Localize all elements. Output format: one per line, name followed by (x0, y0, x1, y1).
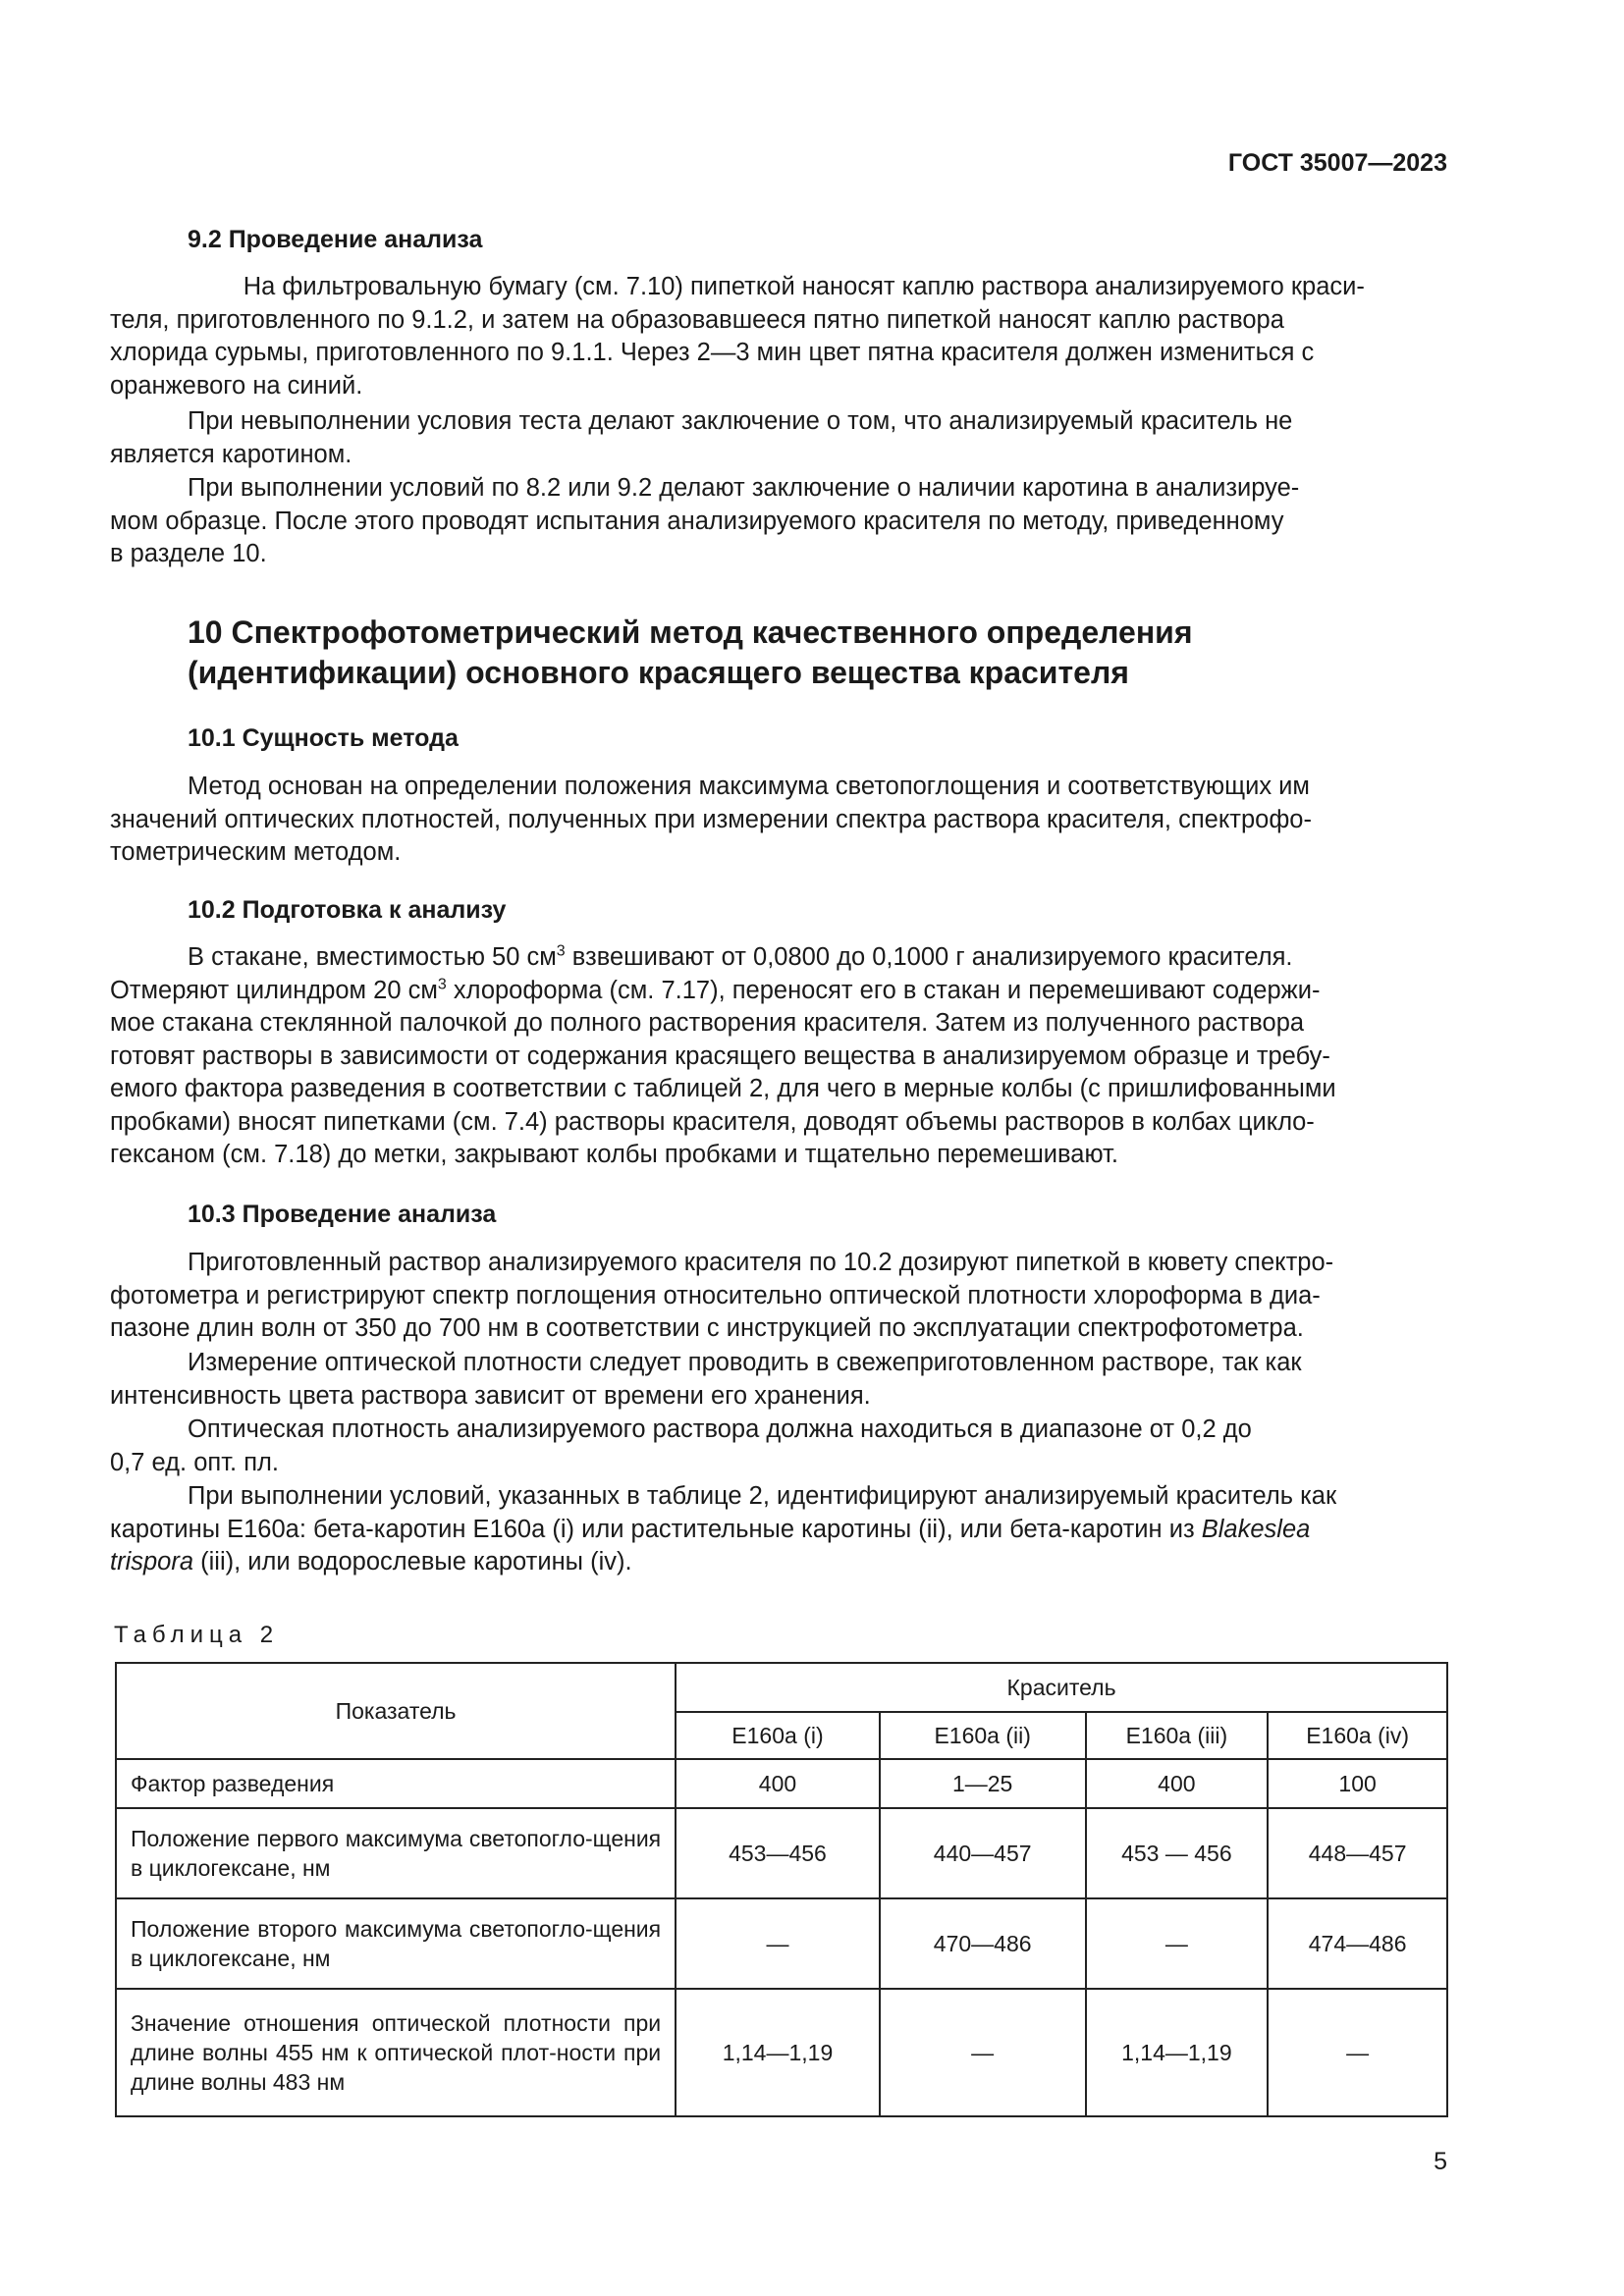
section-10-2-title: 10.2 Подготовка к анализу (188, 896, 507, 924)
document-id: ГОСТ 35007—2023 (1227, 149, 1447, 177)
section-10-3-paragraph-3: Оптическая плотность анализируемого раствора должна находиться в диапазоне от 0,2 до 0,7 ед. опт. пл. (110, 1415, 1252, 1476)
table-column-header: E160a (iii) (1086, 1712, 1269, 1759)
table-column-header: E160a (iv) (1268, 1712, 1447, 1759)
section-10-3-paragraph-1: Приготовленный раствор анализируемого красителя по 10.2 дозируют пипеткой в кювету спектро- фотометра и регистрируют спектр поглощения относительно оптической плотности хлороформа в диа- пазоне длин волн от 350 до 700 нм в соответствии с инструкцией по эксплуатации спектрофотометра. (110, 1249, 1334, 1342)
table-column-header: E160a (ii) (880, 1712, 1086, 1759)
table-cell: — (676, 1898, 880, 1989)
table-caption: Таблица 2 (114, 1622, 280, 1648)
table-cell: 448—457 (1268, 1808, 1447, 1898)
table-cell: 470—486 (880, 1898, 1086, 1989)
section-10-title: 10 Спектрофотометрический метод качественного определения (идентификации) основного красящего вещества красителя (188, 614, 1193, 690)
section-9-2-title: 9.2 Проведение анализа (188, 226, 483, 253)
table-cell: 400 (1086, 1759, 1269, 1808)
dye-table (115, 1662, 1448, 2117)
table-cell: 1,14—1,19 (1086, 1989, 1269, 2116)
table-row (116, 1989, 1447, 2116)
table-row (116, 1808, 1447, 1898)
table-row (116, 1759, 1447, 1808)
section-10-1-title: 10.1 Сущность метода (188, 724, 459, 752)
section-10-3-paragraph-4: При выполнении условий, указанных в таблице 2, идентифицируют анализируемый краситель как каротины E160a: бета-каротин E160a (i) или растительные каротины (ii), или бета-каротин из Blakeslea trispora (iii), или водорослевые каротины (iv). (110, 1482, 1337, 1575)
section-10-3-title: 10.3 Проведение анализа (188, 1201, 497, 1228)
table-cell: 100 (1268, 1759, 1447, 1808)
table-row-label: Положение второго максимума светопогло-щения в циклогексане, нм (116, 1898, 676, 1989)
table-cell: 453 — 456 (1086, 1808, 1269, 1898)
table-cell: — (1268, 1989, 1447, 2116)
table-column-header: E160a (i) (676, 1712, 880, 1759)
table-header-dye: Краситель (676, 1663, 1447, 1712)
section-10-1-paragraph: Метод основан на определении положения максимума светопоглощения и соответствующих им значений оптических плотностей, полученных при измерении спектра раствора красителя, спектрофо- тометрическим методом. (110, 773, 1312, 866)
table-cell: 474—486 (1268, 1898, 1447, 1989)
page-number: 5 (1434, 2148, 1447, 2175)
section-10-2-paragraph: В стакане, вместимостью 50 $см^3$ взвешивают от 0,0800 до 0,1000 г анализируемого красителя. Отмеряют цилиндром 20 $см^3$ хлороформа (см. 7.17), переносят его в стакан и перемешивают содержи- мое стакана стеклянной палочкой до полного растворения красителя. Затем из полученного раствора готовят растворы в зависимости от содержания красящего вещества в анализируемом образце и требу- емого фактора разведения в соответствии с таблицей 2, для чего в мерные колбы (с пришлифованными пробками) вносят пипетками (см. 7.4) растворы красителя, доводят объемы растворов в колбах циклo- гексаном (см. 7.18) до метки, закрывают колбы пробками и тщательно перемешивают. (110, 942, 1336, 1168)
table-cell: 1,14—1,19 (676, 1989, 880, 2116)
table-cell: 400 (676, 1759, 880, 1808)
table-row-label: Фактор разведения (116, 1759, 676, 1808)
table-cell: 1—25 (880, 1759, 1086, 1808)
table-header-indicator: Показатель (116, 1663, 676, 1759)
table-cell: 440—457 (880, 1808, 1086, 1898)
section-9-2-paragraph-2: При невыполнении условия теста делают заключение о том, что анализируемый краситель не является каротином. (110, 407, 1293, 468)
table-cell: — (1086, 1898, 1269, 1989)
table-row (116, 1898, 1447, 1989)
section-9-2-paragraph-1: На фильтровальную бумагу (см. 7.10) пипеткой наносят каплю раствора анализируемого краси- теля, приготовленного по 9.1.2, и затем на образовавшееся пятно пипеткой наносят каплю раствора хлорида сурьмы, приготовленного по 9.1.1. Через 2—3 мин цвет пятна красителя должен измениться с оранжевого на синий. (110, 273, 1365, 400)
table-row-label: Значение отношения оптической плотности при длине волны 455 нм к оптической плот-ности при длине волны 483 нм (116, 1989, 676, 2116)
section-9-2-paragraph-3: При выполнении условий по 8.2 или 9.2 делают заключение о наличии каротина в анализируе- мом образце. После этого проводят испытания анализируемого красителя по методу, приведенному в разделе 10. (110, 474, 1300, 567)
table-cell: — (880, 1989, 1086, 2116)
table-cell: 453—456 (676, 1808, 880, 1898)
table-row-label: Положение первого максимума светопогло-щения в циклогексане, нм (116, 1808, 676, 1898)
section-10-3-paragraph-2: Измерение оптической плотности следует проводить в свежеприготовленном растворе, так как интенсивность цвета раствора зависит от времени его хранения. (110, 1349, 1302, 1410)
